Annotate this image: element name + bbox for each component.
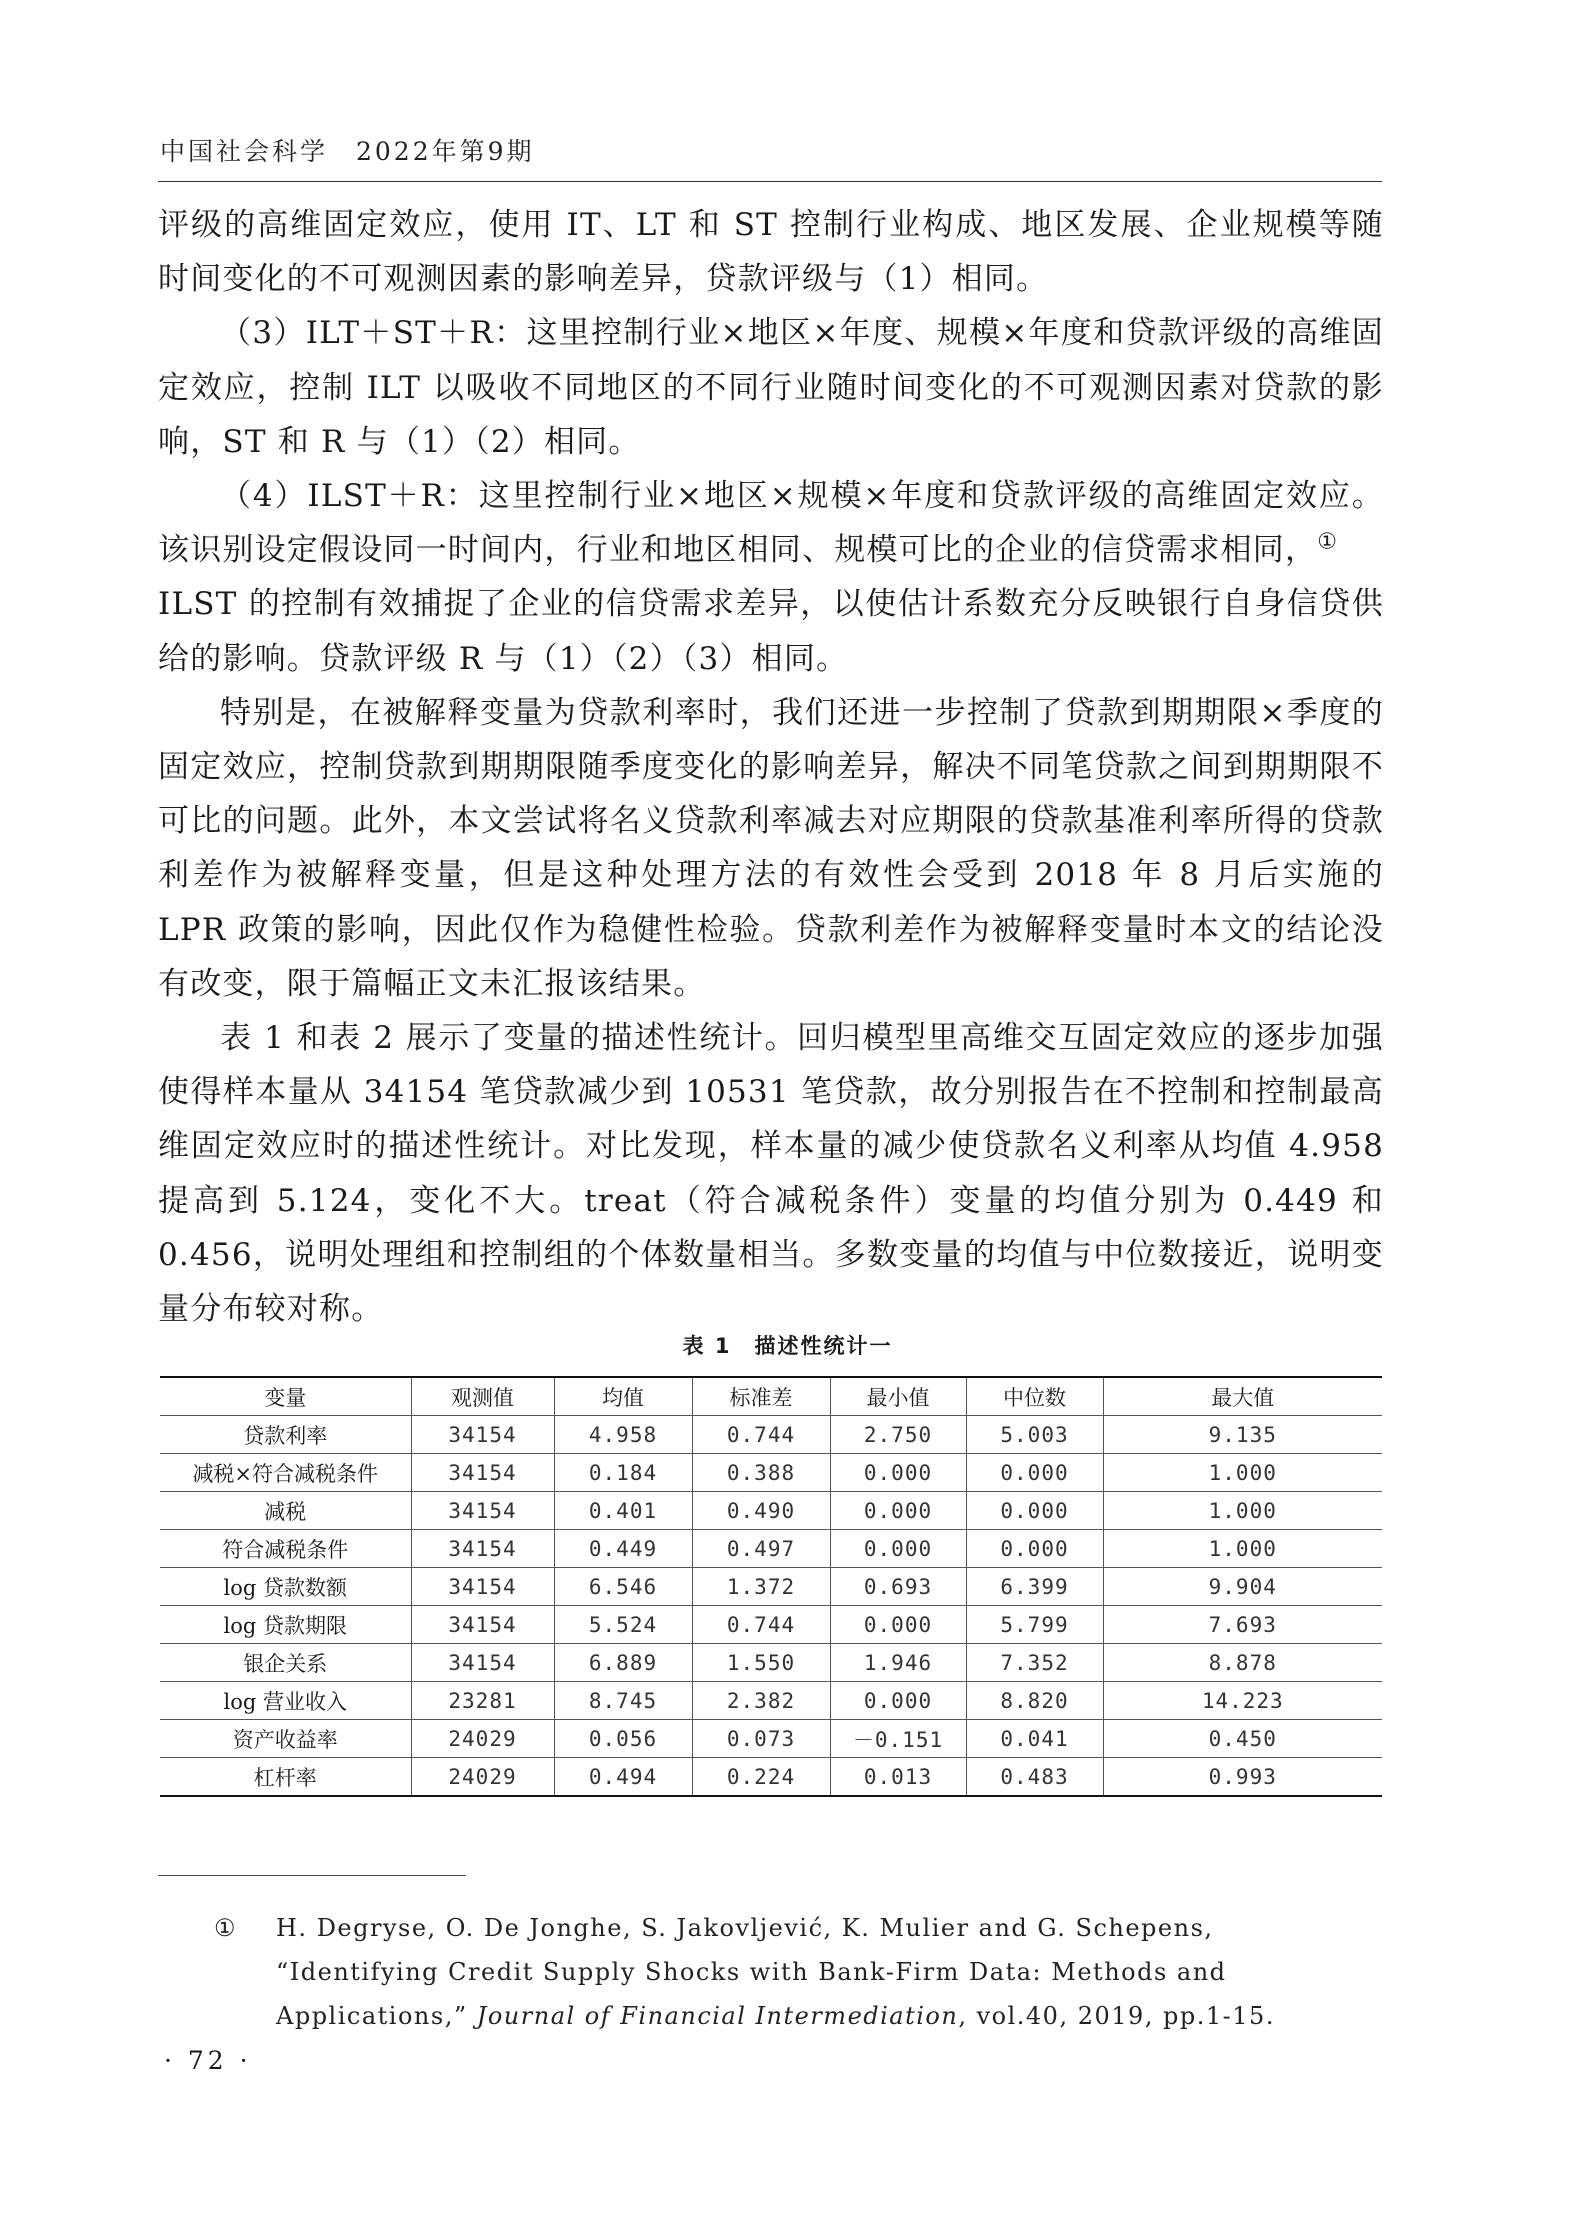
table-cell: 减税×符合减税条件: [192, 1461, 379, 1486]
table-cell: 34154: [411, 1454, 554, 1492]
table-cell: 0.388: [692, 1454, 830, 1492]
table-row: [160, 1644, 1382, 1682]
table-cell: 7.352: [966, 1644, 1103, 1682]
column-header: 最小值: [830, 1377, 966, 1416]
table-cell: 杠杆率: [253, 1765, 317, 1790]
table-cell: 2.750: [830, 1416, 966, 1454]
table-row: [160, 1492, 1382, 1530]
column-header: 标准差: [692, 1377, 830, 1416]
table-cell: 8.820: [966, 1682, 1103, 1720]
table-cell: 0.449: [554, 1530, 692, 1568]
footnote-rule: [158, 1875, 466, 1876]
table-cell: 银企关系: [243, 1651, 328, 1676]
table-cell: 9.904: [1103, 1568, 1382, 1606]
paragraph: 评级的高维固定效应，使用 IT、LT 和 ST 控制行业构成、地区发展、企业规模等随时间变化的不可观测因素的影响差异，贷款评级与（1）相同。: [158, 207, 1384, 298]
table-cell: 5.003: [966, 1416, 1103, 1454]
table-cell: 1.372: [692, 1568, 830, 1606]
table-cell: 1.000: [1103, 1530, 1382, 1568]
table-cell: 5.799: [966, 1606, 1103, 1644]
header-rule: [158, 181, 1382, 182]
footnote-authors: H. Degryse, O. De Jonghe, S. Jakovljević, K. Mulier and G. Schepens, “Identifying Credit Supply Shocks with Bank-Firm Data: Methods and Applications,”: [276, 1914, 1227, 2030]
table-cell: 0.450: [1103, 1720, 1382, 1758]
table-cell: －0.151: [830, 1720, 966, 1758]
table-row: [160, 1568, 1382, 1606]
table-cell: 6.399: [966, 1568, 1103, 1606]
table-cell: 符合减税条件: [222, 1537, 349, 1562]
table-cell: 0.497: [692, 1530, 830, 1568]
table-cell: 8.878: [1103, 1644, 1382, 1682]
table-cell: 0.041: [966, 1720, 1103, 1758]
table-cell: 0.744: [692, 1606, 830, 1644]
table-cell: 减税: [264, 1499, 307, 1524]
table-cell: 0.224: [692, 1758, 830, 1797]
table-row: [160, 1454, 1382, 1492]
table-cell: 7.693: [1103, 1606, 1382, 1644]
column-header: 观测值: [411, 1377, 554, 1416]
table-cell: 资产收益率: [232, 1727, 338, 1752]
table-cell: 34154: [411, 1492, 554, 1530]
table-row: [160, 1530, 1382, 1568]
column-header: 最大值: [1103, 1377, 1382, 1416]
table-cell: 24029: [411, 1720, 554, 1758]
table-cell: 34154: [411, 1568, 554, 1606]
page-number: · 72 ·: [164, 2046, 252, 2075]
table-cell: 14.223: [1103, 1682, 1382, 1720]
table-cell: 4.958: [554, 1416, 692, 1454]
table-cell: 0.401: [554, 1492, 692, 1530]
table-cell: 5.524: [554, 1606, 692, 1644]
footnote-reference[interactable]: ①: [1317, 529, 1339, 555]
column-header: 中位数: [966, 1377, 1103, 1416]
table-cell: 0.490: [692, 1492, 830, 1530]
footnote-text: [276, 1906, 1382, 2038]
paragraph-text: （4）ILST＋R：这里控制行业×地区×规模×年度和贷款评级的高维固定效应。该识别设定假设同一时间内，行业和地区相同、规模可比的企业的信贷需求相同，: [158, 478, 1384, 569]
table-cell: 0.000: [830, 1682, 966, 1720]
paragraph: 表 1 和表 2 展示了变量的描述性统计。回归模型里高维交互固定效应的逐步加强使得样本量从 34154 笔贷款减少到 10531 笔贷款，故分别报告在不控制和控制最高维固定效应时的描述性统计。对比发现，样本量的减少使贷款名义利率从均值 4.958 提高到 5.124，变化不大。treat（符合减税条件）变量的均值分别为 0.449 和 0.456，说明处理组和控制组的个体数量相当。多数变量的均值与中位数接近，说明变量分布较对称。: [158, 1020, 1384, 1328]
table-row: [160, 1758, 1382, 1797]
table-cell: 2.382: [692, 1682, 830, 1720]
table-cell: 0.000: [830, 1530, 966, 1568]
table-cell: 0.056: [554, 1720, 692, 1758]
body-text: [158, 198, 1384, 1336]
table-cell: 34154: [411, 1416, 554, 1454]
table-cell: 0.073: [692, 1720, 830, 1758]
footnote: [214, 1906, 1382, 2038]
table-cell: log 贷款期限: [223, 1613, 347, 1638]
table-cell: 0.000: [966, 1454, 1103, 1492]
table-cell: 1.000: [1103, 1492, 1382, 1530]
table-row: [160, 1416, 1382, 1454]
table-cell: log 营业收入: [223, 1689, 347, 1714]
column-header: 变量: [264, 1385, 307, 1410]
table-cell: 0.744: [692, 1416, 830, 1454]
table-cell: 0.000: [830, 1606, 966, 1644]
paragraph: ILST 的控制有效捕捉了企业的信贷需求差异，以使估计系数充分反映银行自身信贷供给的影响。贷款评级 R 与（1）（2）（3）相同。: [158, 586, 1384, 677]
descriptive-stats-table: [160, 1376, 1382, 1797]
table-cell: 9.135: [1103, 1416, 1382, 1454]
table-row: [160, 1682, 1382, 1720]
table-cell: 0.000: [966, 1492, 1103, 1530]
running-header: 中国社会科学 2022年第9期: [160, 137, 535, 166]
table-cell: 8.745: [554, 1682, 692, 1720]
table-cell: 0.184: [554, 1454, 692, 1492]
table-title: 表 1 描述性统计一: [682, 1334, 893, 1358]
table-cell: 0.494: [554, 1758, 692, 1797]
table-cell: 0.000: [830, 1454, 966, 1492]
table-cell: 1.000: [1103, 1454, 1382, 1492]
table-cell: 0.000: [966, 1530, 1103, 1568]
table-row: [160, 1606, 1382, 1644]
table-cell: 1.946: [830, 1644, 966, 1682]
table-cell: 0.013: [830, 1758, 966, 1797]
table-cell: 0.993: [1103, 1758, 1382, 1797]
paragraph: （3）ILT＋ST＋R：这里控制行业×地区×年度、规模×年度和贷款评级的高维固定效应，控制 ILT 以吸收不同地区的不同行业随时间变化的不可观测因素对贷款的影响，ST 和 R 与（1）（2）相同。: [158, 315, 1384, 460]
table-cell: 34154: [411, 1530, 554, 1568]
table-cell: 6.546: [554, 1568, 692, 1606]
column-header: 均值: [554, 1377, 692, 1416]
footnote-details: , vol.40, 2019, pp.1-15.: [958, 2002, 1275, 2030]
table-cell: 24029: [411, 1758, 554, 1797]
table-cell: 贷款利率: [243, 1423, 328, 1448]
paragraph: 特别是，在被解释变量为贷款利率时，我们还进一步控制了贷款到期期限×季度的固定效应，控制贷款到期期限随季度变化的影响差异，解决不同笔贷款之间到期期限不可比的问题。此外，本文尝试将名义贷款利率减去对应期限的贷款基准利率所得的贷款利差作为被解释变量，但是这种处理方法的有效性会受到 2018 年 8 月后实施的 LPR 政策的影响，因此仅作为稳健性检验。贷款利差作为被解释变量时本文的结论没有改变，限于篇幅正文未汇报该结果。: [158, 694, 1384, 1002]
table-cell: 0.483: [966, 1758, 1103, 1797]
table-cell: 34154: [411, 1644, 554, 1682]
table-cell: 0.000: [830, 1492, 966, 1530]
table-cell: log 贷款数额: [223, 1575, 347, 1600]
footnote-mark: ①: [214, 1914, 238, 1942]
paragraph: [158, 469, 1384, 577]
table-header-row: [160, 1377, 1382, 1416]
footnote-journal: Journal of Financial Intermediation: [476, 2002, 959, 2030]
table-cell: 1.550: [692, 1644, 830, 1682]
table-cell: 34154: [411, 1606, 554, 1644]
table-row: [160, 1720, 1382, 1758]
table-cell: 23281: [411, 1682, 554, 1720]
table-cell: 6.889: [554, 1644, 692, 1682]
table-cell: 0.693: [830, 1568, 966, 1606]
